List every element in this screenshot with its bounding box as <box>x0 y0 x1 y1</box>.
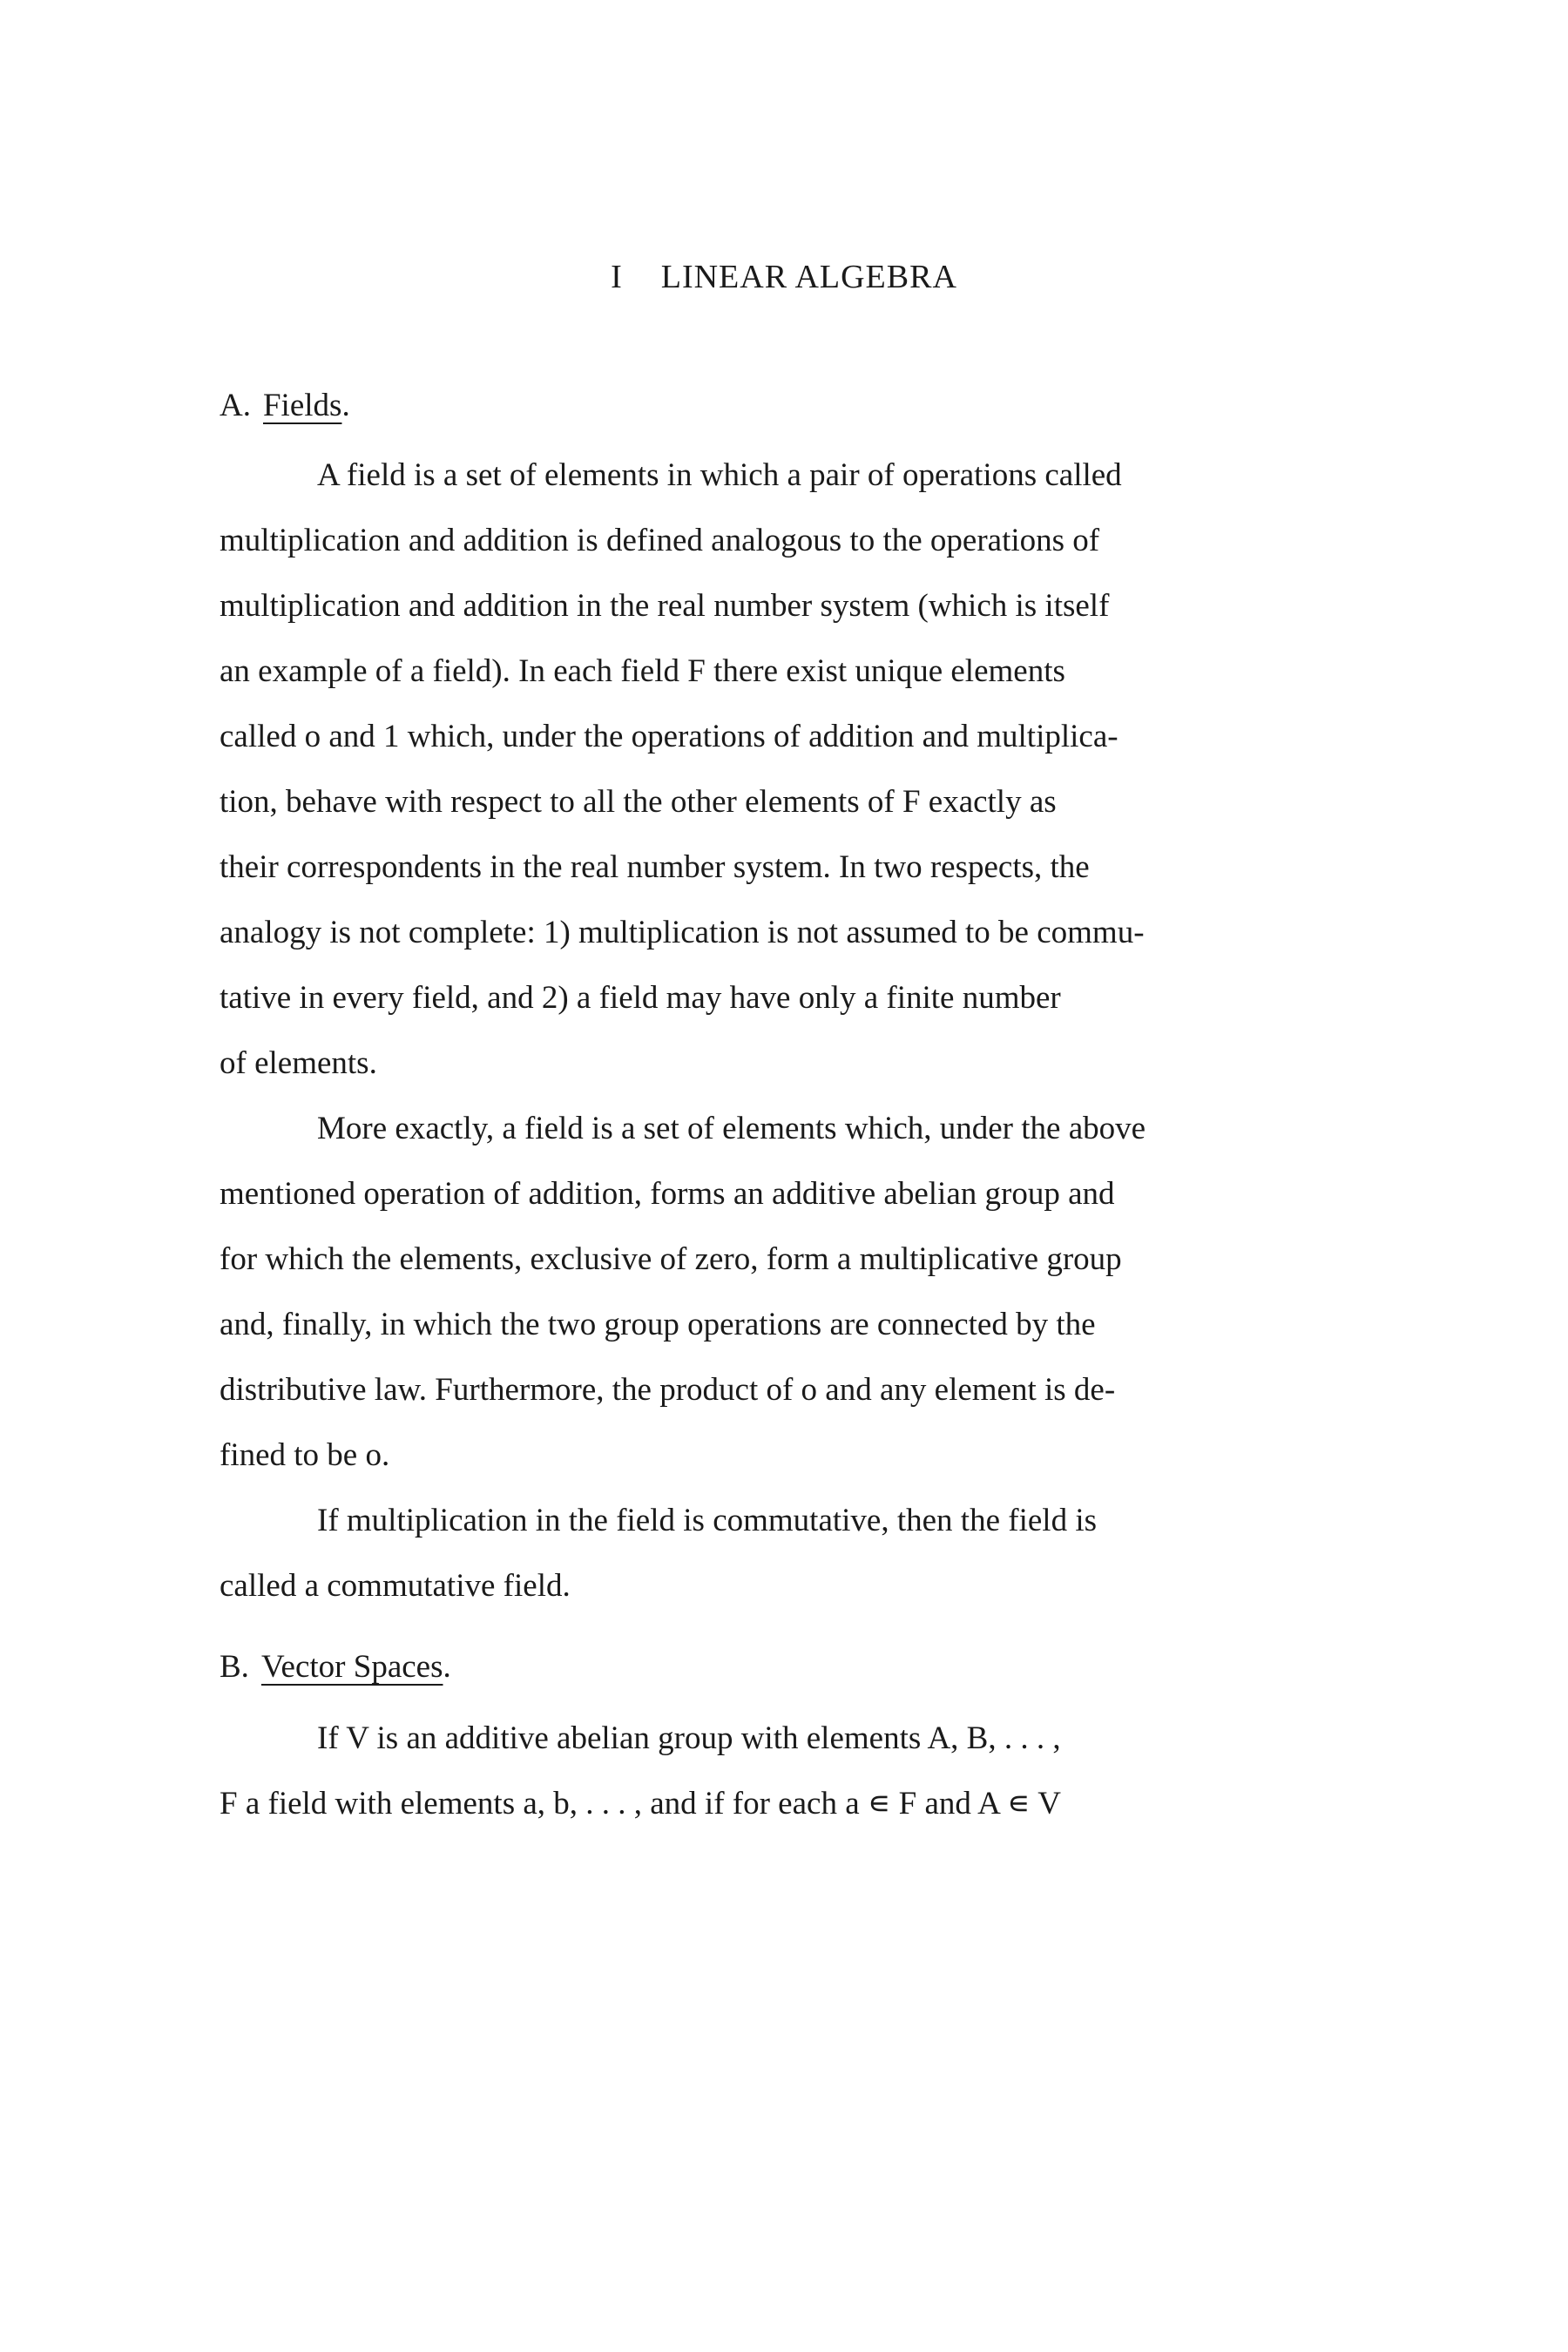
chapter-title-text: LINEAR ALGEBRA <box>660 259 957 295</box>
text-line: of elements. <box>220 1045 377 1081</box>
text-line: A field is a set of elements in which a pair of operations called <box>317 457 1122 493</box>
paragraph-field-exact-definition <box>220 1096 1361 1488</box>
text-line: fined to be o. <box>220 1437 390 1473</box>
text-line: If multiplication in the field is commutative, then the field is <box>317 1503 1097 1538</box>
text-line: analogy is not complete: 1) multiplication is not assumed to be commu- <box>220 915 1145 950</box>
chapter-number: I <box>611 259 623 295</box>
text-line: F a field with elements a, b, . . . , and if for each a ∊ F and A ∊ V <box>220 1786 1061 1821</box>
section-title: Fields <box>262 388 342 423</box>
section-title: Vector Spaces <box>260 1649 443 1685</box>
paragraph-commutative-field <box>220 1488 1361 1619</box>
paragraph-vector-space-definition <box>220 1706 1361 1836</box>
text-line: More exactly, a field is a set of elements which, under the above <box>317 1111 1146 1146</box>
text-line: and, finally, in which the two group operations are connected by the <box>220 1307 1096 1342</box>
text-line: If V is an additive abelian group with elements A, B, . . . , <box>317 1720 1061 1756</box>
section-letter: B. <box>220 1649 249 1685</box>
text-line: multiplication and addition is defined analogous to the operations of <box>220 523 1100 558</box>
text-line: their correspondents in the real number system. In two respects, the <box>220 849 1090 885</box>
chapter-title <box>0 258 1568 296</box>
text-line: called o and 1 which, under the operations of addition and multiplica- <box>220 719 1119 754</box>
text-line: mentioned operation of addition, forms an additive abelian group and <box>220 1176 1115 1212</box>
text-line: tion, behave with respect to all the other elements of F exactly as <box>220 784 1057 820</box>
text-line: an example of a field). In each field F there exist unique elements <box>220 653 1065 689</box>
text-line: multiplication and addition in the real number system (which is itself <box>220 588 1110 624</box>
section-letter: A. <box>220 388 251 423</box>
paragraph-field-definition <box>220 443 1361 1096</box>
section-heading-vector-spaces: B. Vector Spaces. <box>220 1649 451 1685</box>
text-line: tative in every field, and 2) a field may have only a finite number <box>220 980 1061 1016</box>
text-line: called a commutative field. <box>220 1568 571 1604</box>
section-heading-fields: A. Fields. <box>220 388 350 423</box>
text-line: for which the elements, exclusive of zero, form a multiplicative group <box>220 1241 1122 1277</box>
text-line: distributive law. Furthermore, the product of o and any element is de- <box>220 1372 1116 1408</box>
